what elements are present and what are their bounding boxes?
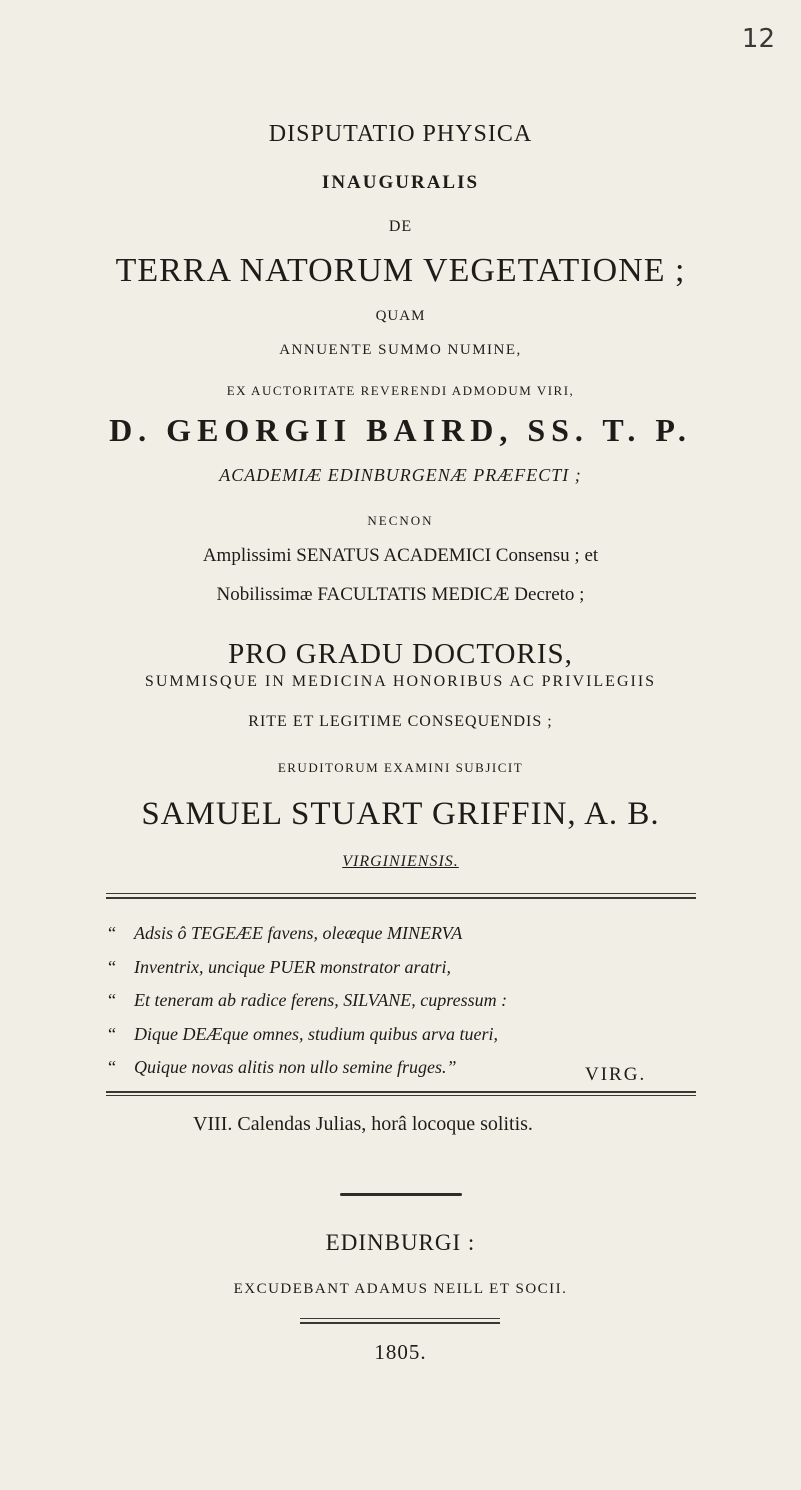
epigraph-source: VIRG. — [585, 1064, 647, 1085]
author-origin: VIRGINIENSIS. — [342, 853, 459, 870]
quote-mark: “ — [108, 1057, 116, 1077]
dedication-annuente: ANNUENTE SUMMO NUMINE, — [279, 342, 522, 358]
epigraph-top-rule-thick — [106, 897, 696, 899]
degree-heading: PRO GRADU DOCTORIS, — [228, 638, 573, 670]
epigraph-text: Quique novas alitis non ullo semine fruges.” — [134, 1057, 457, 1077]
quote-mark: “ — [108, 923, 116, 943]
title-line-disputatio: DISPUTATIO PHYSICA — [268, 121, 533, 147]
facultas-line: Nobilissimæ FACULTATIS MEDICÆ Decreto ; — [216, 584, 585, 605]
principal-office: ACADEMIÆ EDINBURGENÆ PRÆFECTI ; — [219, 465, 582, 485]
epigraph-line — [108, 957, 451, 978]
senatus-line: Amplissimi SENATUS ACADEMICI Consensu ; et — [202, 545, 599, 566]
epigraph-top-rule — [106, 893, 696, 894]
quote-mark: “ — [108, 990, 116, 1010]
dedication-necnon: NECNON — [367, 513, 434, 528]
page-number: 12 — [741, 24, 775, 54]
principal-name: D. GEORGII BAIRD, SS. T. P. — [109, 412, 692, 448]
epigraph-bottom-rule — [106, 1095, 696, 1096]
epigraph-text: Et teneram ab radice ferens, SILVANE, cupressum : — [134, 990, 508, 1010]
imprint-year: 1805. — [374, 1340, 427, 1364]
quote-mark: “ — [108, 1024, 116, 1044]
epigraph-text: Adsis ô TEGEÆE favens, oleæque MINERVA — [134, 923, 463, 943]
imprint-rule — [300, 1318, 500, 1319]
title-line-de: DE — [388, 218, 413, 235]
epigraph-line — [108, 923, 462, 944]
defense-date: VIII. Calendas Julias, horâ locoque solitis. — [193, 1113, 533, 1135]
imprint-city: EDINBURGI : — [325, 1230, 476, 1255]
quote-mark: “ — [108, 957, 116, 977]
epigraph-text: Inventrix, uncique PUER monstrator aratri, — [134, 957, 451, 977]
ornament-divider — [340, 1193, 462, 1196]
degree-honours: SUMMISQUE IN MEDICINA HONORIBUS AC PRIVILEGIIS — [144, 673, 657, 690]
epigraph-line — [108, 1057, 457, 1078]
imprint-rule-thick — [300, 1322, 500, 1324]
epigraph-text: Dique DEÆque omnes, studium quibus arva tueri, — [134, 1024, 498, 1044]
epigraph-line — [108, 990, 507, 1011]
epigraph-line — [108, 1024, 498, 1045]
imprint-printer: EXCUDEBANT ADAMUS NEILL ET SOCII. — [233, 1281, 568, 1297]
degree-examini: ERUDITORUM EXAMINI SUBJICIT — [277, 760, 524, 775]
title-line-inauguralis: INAUGURALIS — [321, 172, 480, 193]
epigraph-bottom-rule-thick — [106, 1091, 696, 1093]
dedication-quam: QUAM — [375, 308, 426, 324]
degree-rite: RITE ET LEGITIME CONSEQUENDIS ; — [248, 713, 553, 730]
dedication-auctoritate: EX AUCTORITATE REVERENDI ADMODUM VIRI, — [226, 383, 575, 398]
thesis-title: TERRA NATORUM VEGETATIONE ; — [115, 252, 686, 289]
author-name: SAMUEL STUART GRIFFIN, A. B. — [141, 796, 660, 832]
